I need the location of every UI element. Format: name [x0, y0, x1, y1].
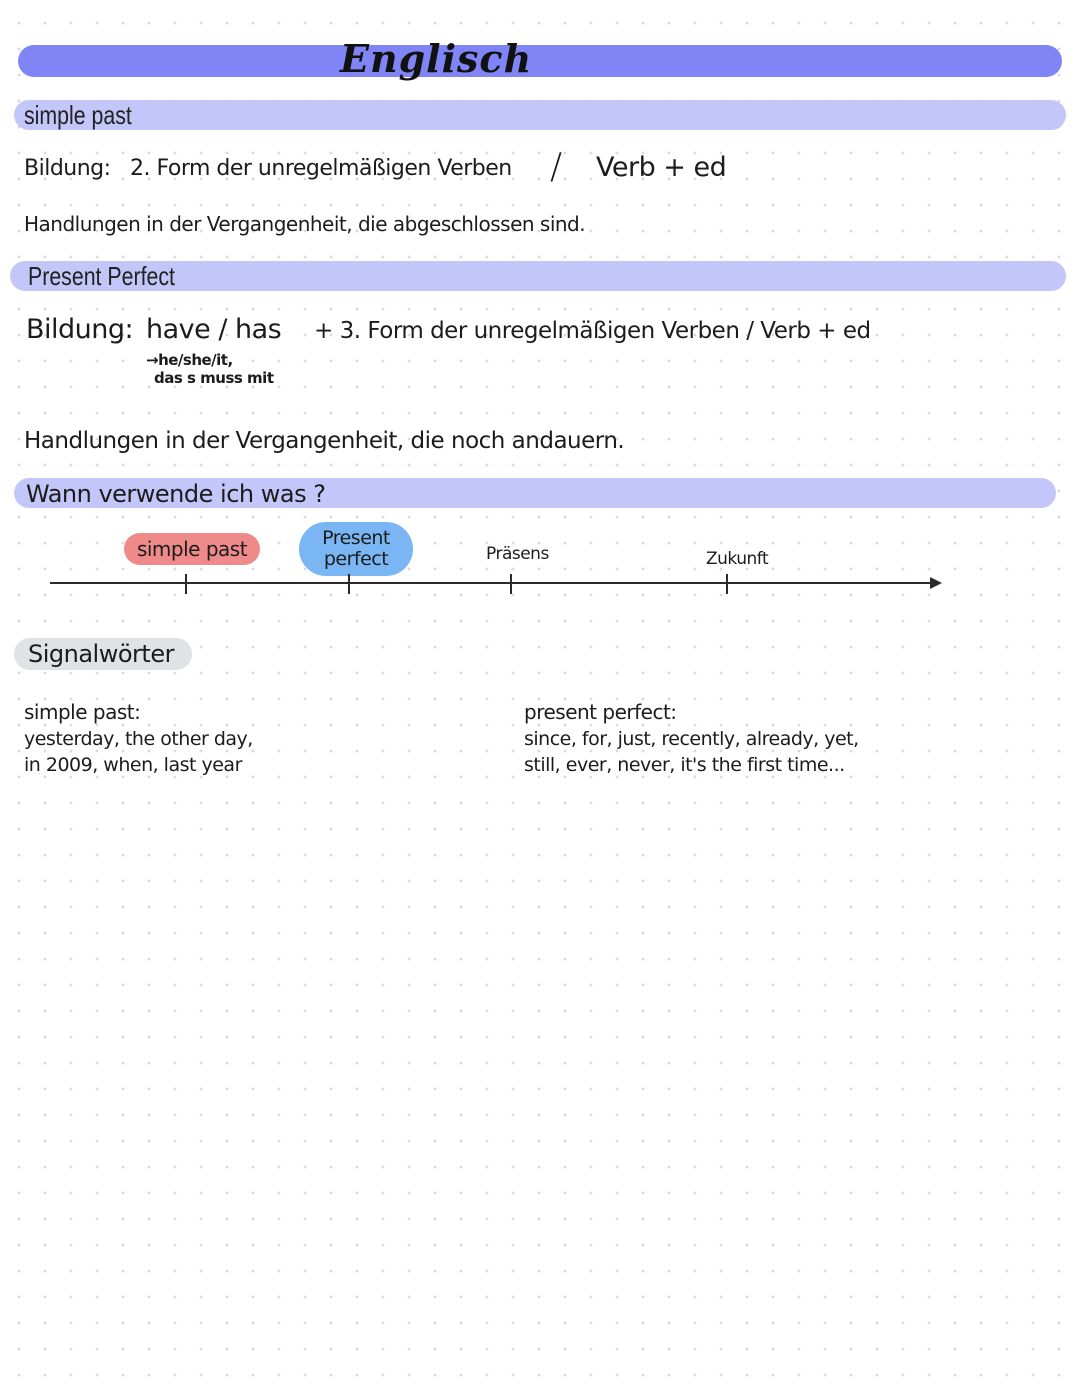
- signal-present-perfect-line2: still, ever, never, it's the first time...: [524, 754, 845, 776]
- simple-past-bildung-alt: Verb + ed: [596, 152, 727, 183]
- present-perfect-usage: Handlungen in der Vergangenheit, die noch andauern.: [24, 428, 625, 454]
- signal-simple-past-title: simple past:: [24, 700, 141, 724]
- present-perfect-bildung-label: Bildung:: [26, 314, 134, 345]
- timeline-tick: [510, 574, 512, 594]
- present-perfect-note-line2: das s muss mit: [154, 369, 274, 387]
- timeline-axis: [50, 582, 932, 584]
- signal-present-perfect-line1: since, for, just, recently, already, yet,: [524, 728, 859, 750]
- timeline-present-perfect-line1: Present: [322, 527, 390, 549]
- timeline-label-zukunft: Zukunft: [706, 549, 769, 569]
- timeline-simple-past-text: simple past: [136, 537, 248, 561]
- timeline-label-praesens: Präsens: [486, 544, 549, 564]
- timeline-arrow-icon: [930, 577, 942, 589]
- section-heading-signalwoerter: Signalwörter: [28, 640, 174, 668]
- timeline-label-present-perfect: [299, 522, 413, 576]
- signal-simple-past-line2: in 2009, when, last year: [24, 754, 242, 776]
- section-heading-present-perfect: Present Perfect: [28, 261, 175, 291]
- section-heading-wann: Wann verwende ich was ?: [26, 480, 326, 508]
- present-perfect-note-line1: →he/she/it,: [146, 351, 233, 369]
- present-perfect-bildung-aux: have / has: [146, 314, 282, 345]
- simple-past-bildung-label: Bildung:: [24, 156, 111, 181]
- timeline-tick: [348, 574, 350, 594]
- section-bar-simple-past: [14, 100, 1066, 130]
- timeline-label-simple-past: [124, 533, 260, 565]
- timeline-tick: [726, 574, 728, 594]
- signal-simple-past-line1: yesterday, the other day,: [24, 728, 253, 750]
- title-bar: [18, 45, 1062, 77]
- simple-past-usage: Handlungen in der Vergangenheit, die abgeschlossen sind.: [24, 212, 586, 236]
- simple-past-bildung-text: 2. Form der unregelmäßigen Verben: [130, 156, 512, 181]
- signal-present-perfect-title: present perfect:: [524, 700, 677, 724]
- simple-past-slash: /: [550, 146, 562, 187]
- page-title: Englisch: [340, 36, 533, 81]
- timeline-present-perfect-line2: perfect: [323, 548, 389, 570]
- section-heading-simple-past: simple past: [24, 100, 132, 130]
- present-perfect-bildung-rest: + 3. Form der unregelmäßigen Verben / Verb + ed: [314, 318, 871, 344]
- timeline-tick: [185, 574, 187, 594]
